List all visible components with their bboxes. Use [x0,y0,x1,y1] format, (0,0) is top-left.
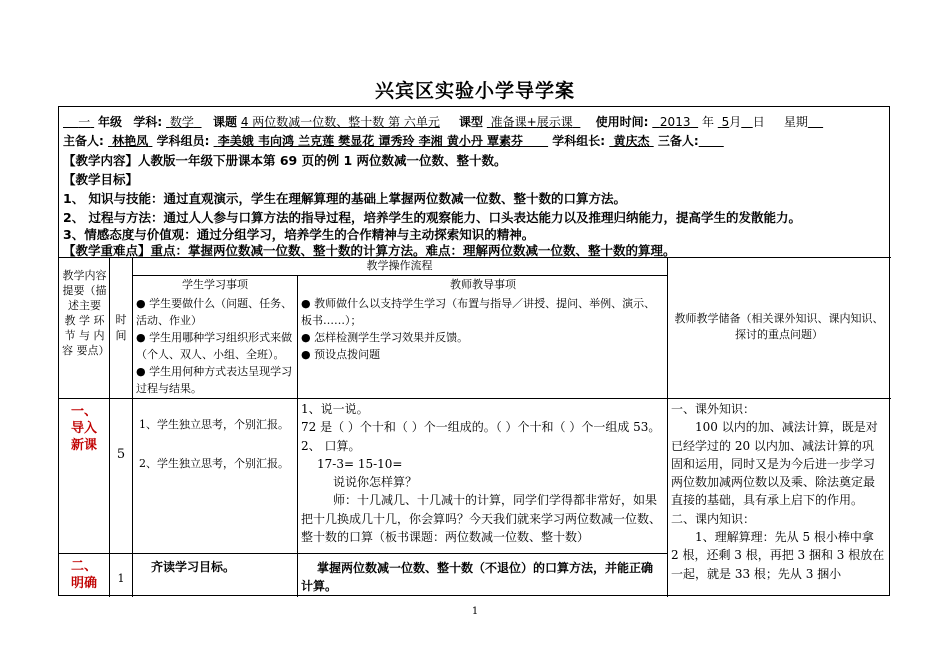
student-item: ● 学生用何种方式表达呈现学习过程与结果。 [136,363,294,397]
intro-time: 5 [116,447,126,462]
intro-student-1: 1、学生独立思考，个别汇报。 [139,418,289,431]
teacher-item: ● 教师做什么以支持学生学习（布置与指导／讲授、提问、举例、演示、板书……）； [301,295,663,329]
preparer-value: 林艳凤 [112,134,149,148]
rule [132,257,133,597]
group-label: 学科组员: [156,134,210,148]
flow-table [59,257,889,597]
year-value: 2013 [659,115,691,129]
topic-label: 课题 [212,115,237,129]
teacher-item: ● 预设点拨问题 [301,346,663,363]
third-label: 三备人: [657,134,699,148]
teaching-content: 【教学内容】人教版一年级下册课本第 69 页的例 1 两位数减一位数、整十数。 [63,153,507,168]
rule [297,276,298,597]
teacher-header: 教师教导事项 [450,278,516,291]
lesson-plan-table [58,106,890,596]
reserve-line: 二、课内知识： [671,511,756,526]
teacher-line: 17-3= 15-10= [317,456,403,471]
reserve-line: 一、课外知识： [671,402,756,416]
col-time-header: 时间 [115,313,127,342]
type-value: 准备课+展示课 [490,115,573,129]
subject-value: 数学 [169,115,194,129]
leader-value: 黄庆杰 [613,134,650,148]
reserve-line: 100 以内的加、减法计算，既是对已经学过的 20 以内加、减法计算的巩固和运用，同时又是为今后进一步学习两位数加减两位数以及乘、除法奠定最直接的基础，具有承上启下的作用。 [671,420,878,508]
student-header: 学生学习事项 [182,278,248,291]
day-unit: 日 [752,115,765,129]
flow-header: 教学操作流程 [366,259,433,272]
objectives-heading: 【教学目标】 [63,172,139,187]
stage-goal-number: 二、 [70,559,97,574]
teacher-line: 师：十几减几、十几减十的计算，同学们学得都非常好，如果把十几换成几十几，你会算吗？今天我们就来学习两位数减一位数、整十数的口算（板书课题：两位数减一位数、整十数） [301,493,662,545]
teacher-line: 1、说一说。 [301,402,369,416]
goal-time: 1 [117,572,125,585]
goal-student: 齐读学习目标。 [151,560,236,574]
subject-label: 学科: [133,115,163,129]
month-unit: 月 [729,115,742,129]
stage-goal-line: 明确 [70,576,97,591]
grade-value: 一 [78,115,91,129]
rule [109,257,110,597]
teacher-line: 2、 口算。 [301,438,361,453]
reserve-content [671,400,885,583]
time-label: 使用时间: [595,115,649,129]
objective-2: 2、 过程与方法：通过人人参与口算方法的指导过程，培养学生的观察能力、口头表达能力以及推理归纳能力，提高学生的发散能力。 [63,210,802,225]
rule [667,257,668,597]
year-unit: 年 [701,115,714,129]
weekday-label: 星期 [783,115,808,129]
col-summary-header: 教学内容提要（描述主要 教 学 环 节 与 内 容 要点） [62,269,110,357]
key-points: 【教学重难点】重点：掌握两位数减一位数、整十数的计算方法。难点：理解两位数减一位数、整十数的算理。 [63,243,676,258]
reserve-line: 1、理解算理：先从 5 根小棒中拿 2 根，还剩 3 根，再把 3 捆和 3 根放在一起，就是 33 根；先从 3 捆小 [671,530,885,581]
header-line-1 [63,113,823,130]
objective-3: 3、情感态度与价值观：通过分组学习，培养学生的合作精神与主动探索知识的精神。 [63,227,535,242]
group-value: 李美娥 韦向鸿 兰克莲 樊显花 谭秀玲 李湘 黄小丹 覃素芬 [217,134,524,148]
stage-goal [61,558,107,592]
page-title: 兴宾区实验小学导学案 [374,80,575,102]
grade-label: 年级 [97,115,122,129]
student-instructions [136,295,294,397]
goal-teacher: 掌握两位数减一位数、整十数（不退位）的口算方法，并能正确计算。 [301,561,654,593]
student-item: ● 学生要做什么（问题、任务、活动、作业） [136,295,294,329]
intro-student-2: 2、学生独立思考，个别汇报。 [139,457,289,470]
header-line-2 [63,132,724,149]
teacher-line: 说说你怎样算？ [333,475,418,490]
stage-intro-number: 一、 [70,404,97,419]
student-item: ● 学生用哪种学习组织形式来做（个人、双人、小组、全班）。 [136,329,294,363]
page-number: 1 [471,606,479,617]
teacher-item: ● 怎样检测学生学习效果并反馈。 [301,329,663,346]
month-value: 5 [721,115,730,129]
stage-intro-line: 新课 [70,438,97,453]
rule [132,275,667,276]
stage-intro [61,403,107,454]
rule [59,553,667,554]
teacher-instructions [301,295,663,363]
preparer-label: 主备人: [63,134,104,148]
objective-1: 1、 知识与技能：通过直观演示，学生在理解算理的基础上掌握两位数减一位数、整十数的口算方法。 [63,191,627,206]
rule [59,398,891,399]
header-block [59,107,889,257]
third-blank [699,134,724,148]
stage-intro-line: 导入 [70,421,97,436]
day-blank [741,115,752,129]
reserve-header: 教师教学储备（相关课外知识、课内知识、探讨的重点问题） [674,312,884,341]
teacher-line: 72 是（ ）个十和（ ）个一组成的。（ ）个十和（ ）个一组成 53。 [301,420,661,435]
type-label: 课型 [459,115,484,129]
leader-label: 学科组长: [552,134,606,148]
intro-teacher [301,400,663,546]
weekday-blank [808,115,823,129]
topic-value: 4 两位数减一位数、整十数 第 六单元 [240,115,440,129]
